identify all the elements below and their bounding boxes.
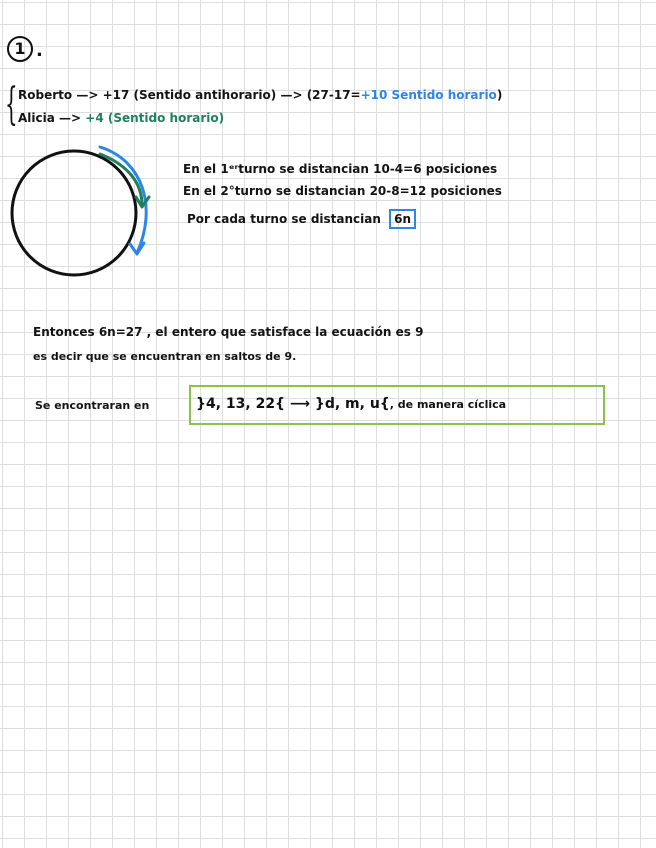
alicia-name: Alicia	[18, 111, 55, 125]
alicia-move: +4	[85, 111, 104, 125]
problem-number: 1	[14, 39, 26, 58]
final-answer-text	[196, 396, 506, 412]
turn-1-line: En el 1ᵉʳturno se distancian 10-4=6 posiciones	[183, 162, 498, 176]
outer-arrow-head-icon	[130, 243, 144, 254]
problem-number-circle	[7, 36, 33, 62]
roberto-result: +10 Sentido horario	[360, 88, 497, 102]
alicia-sense: (Sentido horario)	[107, 111, 225, 125]
roberto-arrow-2: —>	[280, 88, 303, 102]
per-turn-line	[187, 209, 416, 229]
final-arrow: ⟶	[289, 396, 310, 412]
per-turn-boxed-result: 6n	[389, 209, 416, 229]
roberto-name: Roberto	[18, 88, 73, 102]
circle-diagram	[0, 140, 170, 280]
roberto-arrow: —>	[76, 88, 99, 102]
roberto-sense: (Sentido antihorario)	[133, 88, 277, 102]
alicia-arrow: —>	[59, 111, 82, 125]
players-brace: {	[5, 79, 18, 130]
final-set-digits: }d, m, u{	[314, 396, 390, 412]
roberto-calc: (27-17=	[306, 88, 361, 102]
turn-2-line: En el 2°turno se distancian 20-8=12 posiciones	[183, 184, 502, 198]
problem-number-dot: .	[36, 40, 43, 61]
roberto-line	[18, 88, 502, 102]
final-answer-label: Se encontraran en	[35, 399, 150, 412]
conclusion-line-1: Entonces 6n=27 , el entero que satisface la ecuación es 9	[33, 325, 424, 339]
final-answer-tail: , de manera cíclica	[389, 398, 507, 411]
game-circle	[12, 151, 136, 275]
conclusion-line-2: es decir que se encuentran en saltos de 9.	[33, 350, 297, 363]
per-turn-text: Por cada turno se distancian	[187, 212, 381, 226]
roberto-move: +17	[102, 88, 130, 102]
alicia-line	[18, 111, 224, 125]
final-set-positions: }4, 13, 22{	[196, 396, 286, 412]
roberto-close: )	[496, 88, 503, 102]
